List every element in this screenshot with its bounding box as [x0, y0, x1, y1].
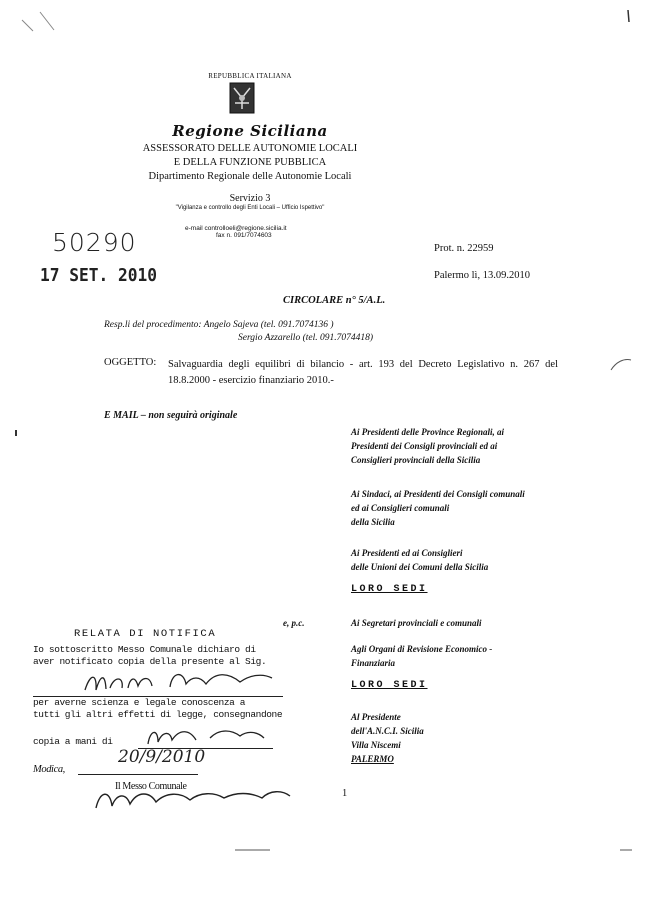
- relata-line: per averne scienza e legale conoscenza a: [33, 697, 246, 708]
- scan-edge-mark: [628, 10, 629, 22]
- messo-signature: [96, 792, 290, 808]
- service-subtitle: "Vigilanza e controllo degli Enti Locali – Ufficio Ispettivo": [175, 205, 325, 211]
- page-number: 1: [342, 788, 348, 799]
- recipient-line: Presidenti dei Consigli provinciali ed ai: [351, 441, 498, 451]
- region-name: Regione Siciliana: [172, 122, 328, 140]
- recipient-line: Consiglieri provinciali della Sicilia: [351, 455, 481, 465]
- recipient-line: Ai Sindaci, ai Presidenti dei Consigli comunali: [351, 489, 525, 499]
- relata-line: Modica,: [33, 764, 65, 775]
- handwritten-date: 20/9/2010: [118, 747, 206, 767]
- recipient-line: Finanziaria: [351, 658, 396, 668]
- recipient-line: Ai Segretari provinciali e comunali: [351, 618, 482, 628]
- service-title: Servizio 3: [229, 193, 271, 204]
- recipient-line: della Sicilia: [351, 517, 395, 527]
- recipient-line: dell'A.N.C.I. Sicilia: [351, 726, 424, 736]
- stamp-number: 50290: [52, 228, 137, 257]
- stamp-date: 17 SET. 2010: [40, 265, 158, 286]
- circular-number: CIRCOLARE n° 5/A.L.: [283, 295, 386, 306]
- email-address: e-mail controlloeli@regione.sicilia.it: [185, 225, 287, 232]
- subject-text: Salvaguardia degli equilibri di bilancio - art. 193 del Decreto Legislativo n. 267 del 18.8.2000 - esercizio finanziario 2010.-: [168, 359, 558, 386]
- recipient-line: Ai Presidenti ed ai Consiglieri: [351, 548, 463, 558]
- recipient-line: PALERMO: [351, 754, 394, 764]
- email-note: E MAIL – non seguirà originale: [104, 410, 238, 421]
- department-line-2: E DELLA FUNZIONE PUBBLICA: [173, 157, 327, 168]
- relata-title: RELATA DI NOTIFICA: [74, 628, 217, 640]
- relata-line: copia a mani di: [33, 736, 113, 747]
- relata-line: tutti gli altri effetti di legge, consegnandone: [33, 709, 283, 720]
- recipient-line: Agli Organi di Revisione Economico -: [351, 644, 493, 654]
- recipient-line: Ai Presidenti delle Province Regionali, ai: [351, 427, 504, 437]
- recipient-line: delle Unioni dei Comuni della Sicilia: [351, 562, 489, 572]
- republic-heading: REPUBBLICA ITALIANA: [208, 72, 292, 80]
- scan-corner-mark: [22, 12, 54, 31]
- recipient-line: Al Presidente: [351, 712, 401, 722]
- scan-margin-mark: [611, 359, 631, 370]
- responsible-line-1: Resp.li del procedimento: Angelo Sajeva (tel. 091.7074136 ): [104, 320, 334, 330]
- relata-line: Il Messo Comunale: [115, 781, 187, 792]
- loro-sedi-label: LORO SEDI: [351, 584, 428, 595]
- protocol-number: Prot. n. 22959: [434, 243, 494, 254]
- recipient-signature: [85, 675, 272, 690]
- subject-label: OGGETTO:: [104, 357, 157, 368]
- recipient-line: Villa Niscemi: [351, 740, 401, 750]
- place-date: Palermo lì, 13.09.2010: [434, 270, 530, 281]
- loro-sedi-label: LORO SEDI: [351, 680, 428, 691]
- handover-signature: [148, 731, 264, 744]
- relata-line: aver notificato copia della presente al Sig.: [33, 656, 267, 667]
- fax-number: fax n. 091/7074603: [216, 232, 272, 239]
- department-line-3: Dipartimento Regionale delle Autonomie Locali: [148, 171, 352, 182]
- department-line-1: ASSESSORATO DELLE AUTONOMIE LOCALI: [142, 143, 358, 154]
- epc-label: e, p.c.: [283, 618, 305, 628]
- relata-line: Io sottoscritto Messo Comunale dichiaro di: [33, 644, 256, 655]
- responsible-line-2: Sergio Azzarello (tel. 091.7074418): [238, 333, 374, 343]
- recipient-line: ed ai Consiglieri comunali: [351, 503, 450, 513]
